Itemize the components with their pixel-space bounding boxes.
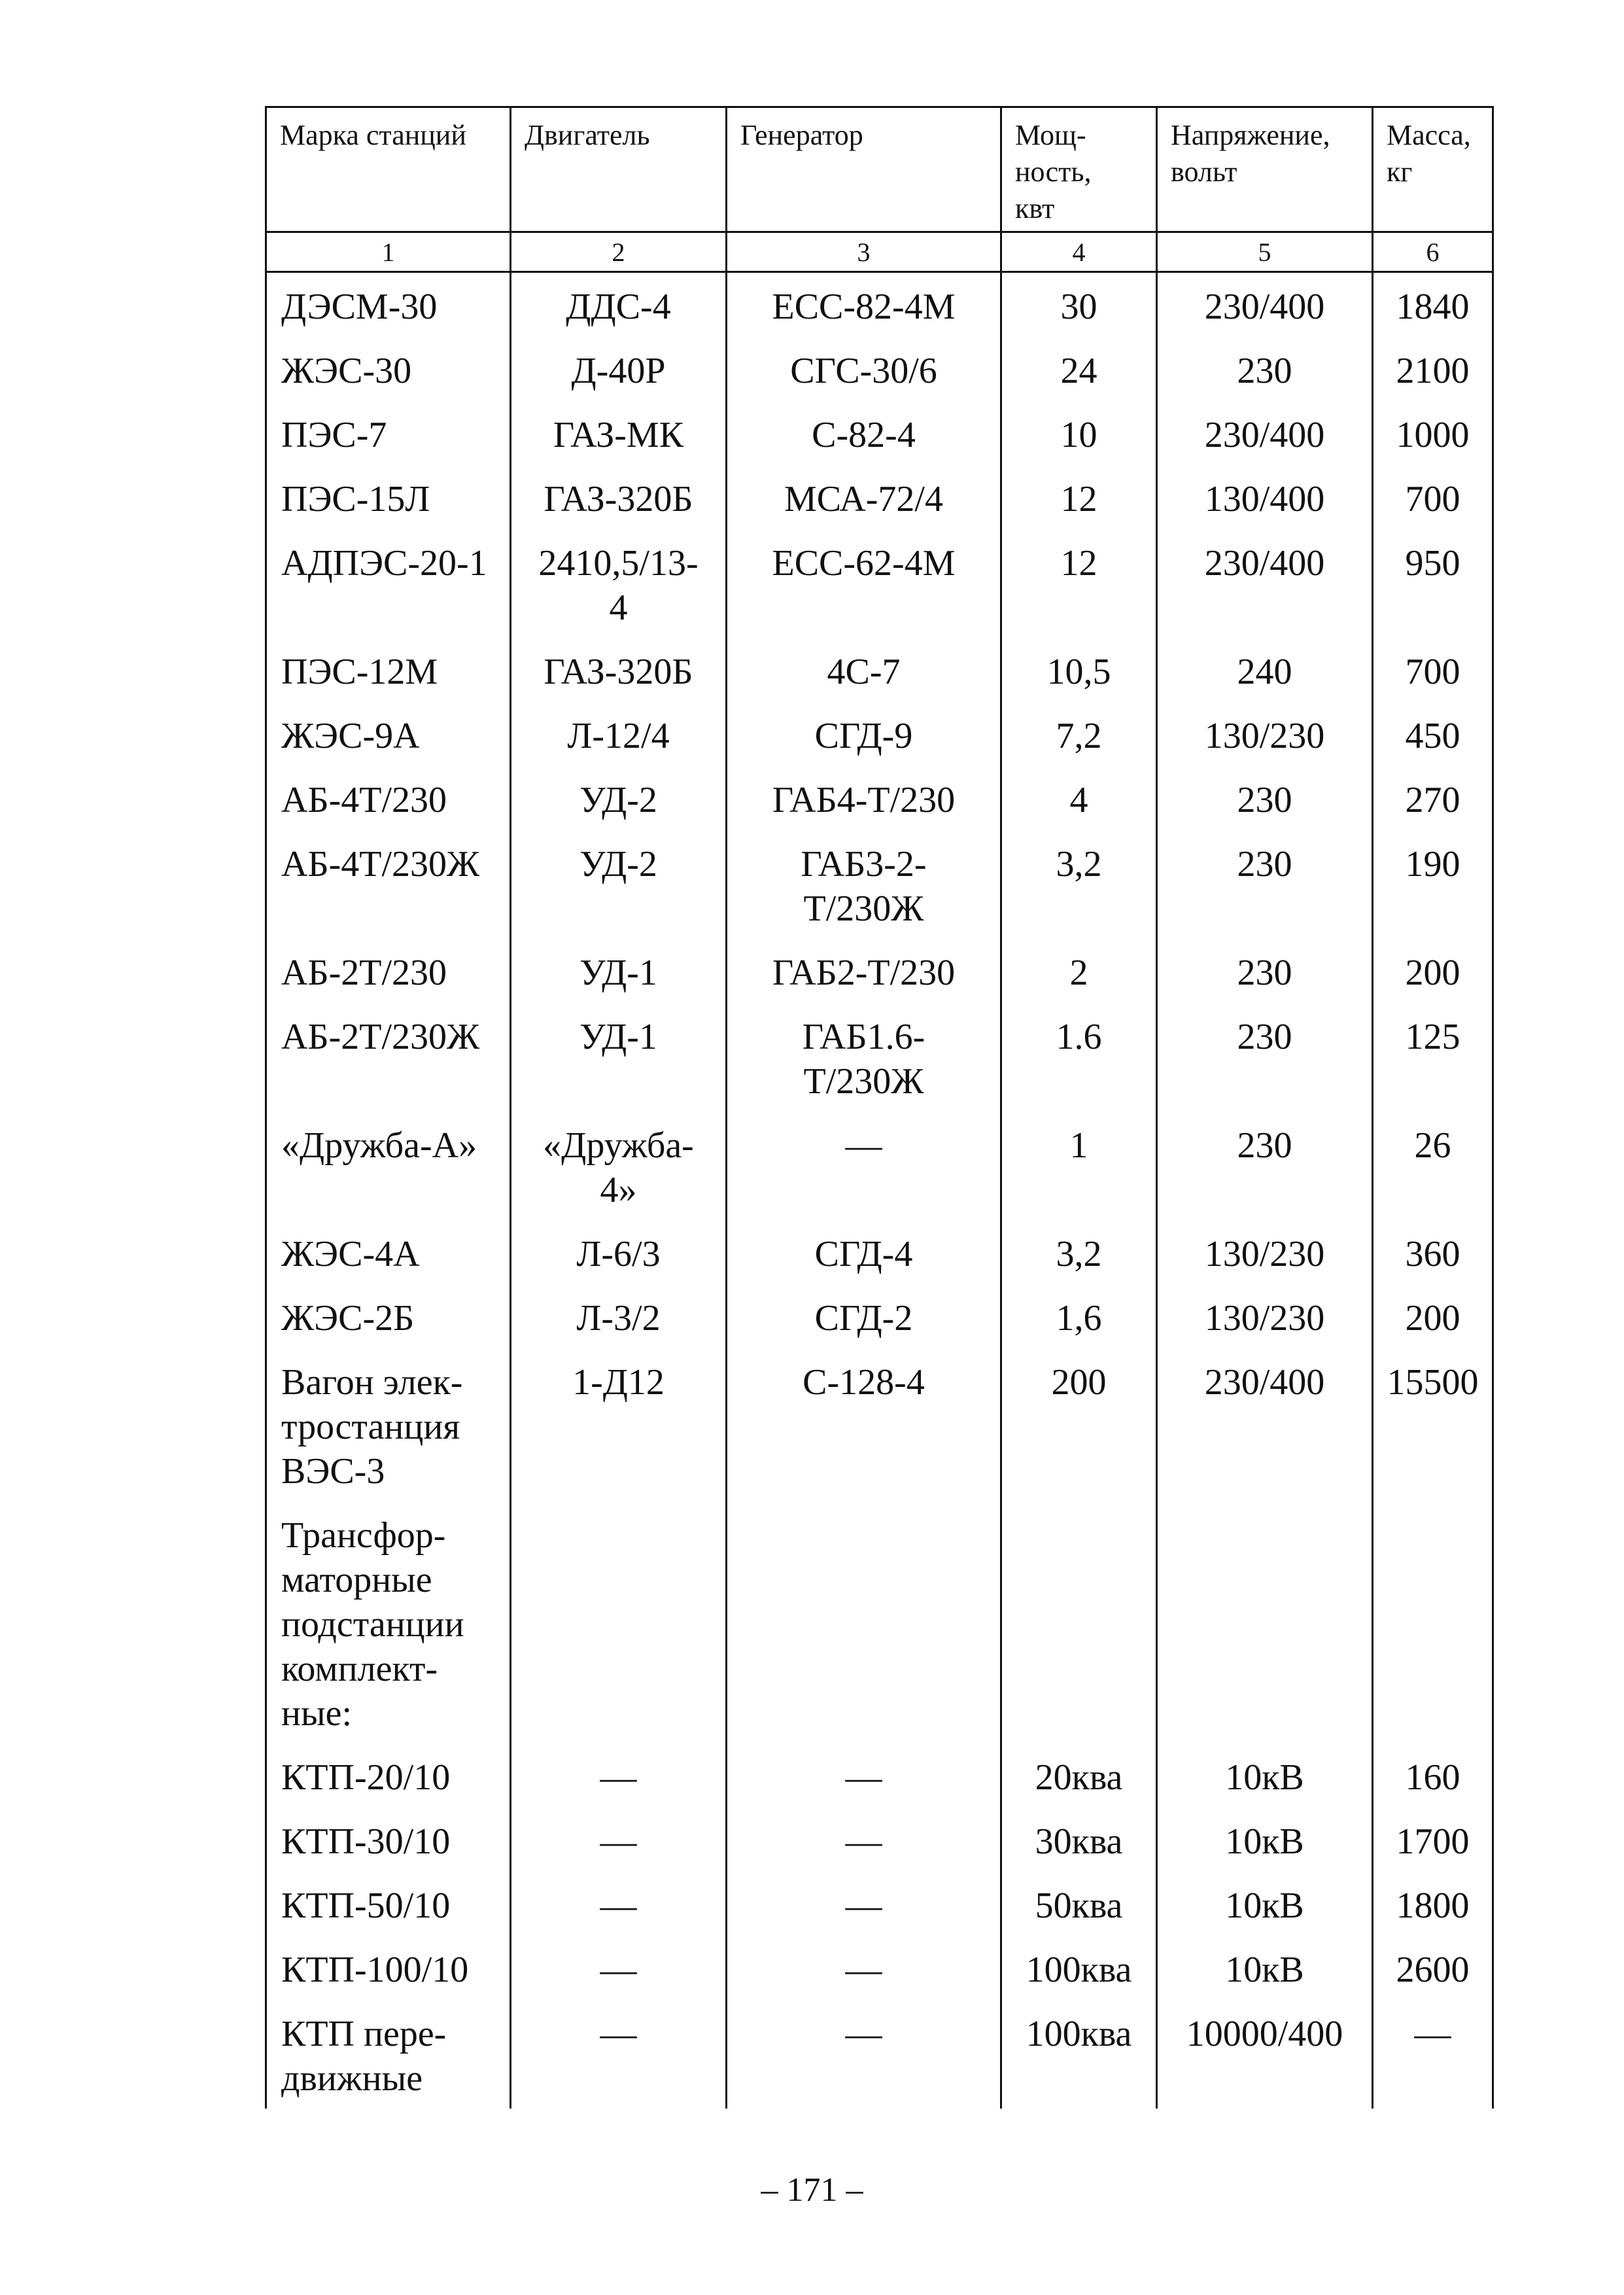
- table-cell: 15500: [1373, 1348, 1493, 1501]
- table-cell: 230: [1157, 939, 1373, 1003]
- table-cell: 230: [1157, 766, 1373, 830]
- page-number: – 171 –: [761, 2171, 863, 2209]
- table-cell: ЕСС-62-4М: [727, 529, 1001, 638]
- table-cell: ГАБ4-Т/230: [727, 766, 1001, 830]
- table-cell: 100ква: [1001, 2000, 1157, 2109]
- table-cell: 50ква: [1001, 1872, 1157, 1936]
- table-cell: 1-Д12: [511, 1348, 727, 1501]
- table-cell: КТП-100/10: [266, 1936, 511, 2000]
- table-cell: АБ-2Т/230Ж: [266, 1003, 511, 1112]
- table-cell: КТП пере- движные: [266, 2000, 511, 2109]
- column-number: 4: [1001, 232, 1157, 272]
- table-cell: 10,5: [1001, 638, 1157, 702]
- table-cell: УД-1: [511, 1003, 727, 1112]
- table-cell: 450: [1373, 702, 1493, 766]
- column-number: 5: [1157, 232, 1373, 272]
- table-cell: С-82-4: [727, 401, 1001, 465]
- table-body: [266, 272, 1493, 2109]
- table-cell: ГАБ2-Т/230: [727, 939, 1001, 1003]
- table-cell: ЕСС-82-4М: [727, 272, 1001, 338]
- table-cell: —: [727, 1808, 1001, 1872]
- table-cell: 130/400: [1157, 465, 1373, 529]
- table-cell: ЖЭС-9А: [266, 702, 511, 766]
- table-cell: —: [727, 1112, 1001, 1220]
- table-cell: 1000: [1373, 401, 1493, 465]
- table-cell: 30: [1001, 272, 1157, 338]
- table-cell: СГД-9: [727, 702, 1001, 766]
- table-cell: ЖЭС-4А: [266, 1220, 511, 1284]
- table-cell: УД-2: [511, 766, 727, 830]
- table-cell: АБ-4Т/230Ж: [266, 830, 511, 939]
- table-cell: ГАЗ-320Б: [511, 465, 727, 529]
- table-row: [266, 1808, 1493, 1872]
- table-cell: 130/230: [1157, 1220, 1373, 1284]
- column-number: 6: [1373, 232, 1493, 272]
- table-cell: 3,2: [1001, 1220, 1157, 1284]
- table-cell: Трансфор- маторные подстанции комплект- ные:: [266, 1501, 511, 1743]
- table-cell: 230/400: [1157, 529, 1373, 638]
- table-cell: 1840: [1373, 272, 1493, 338]
- table-cell: 1700: [1373, 1808, 1493, 1872]
- table-cell: МСА-72/4: [727, 465, 1001, 529]
- table-cell: 130/230: [1157, 702, 1373, 766]
- table-cell: [1157, 1501, 1373, 1743]
- table-row: [266, 1936, 1493, 2000]
- table-cell: —: [727, 2000, 1001, 2109]
- column-number: 3: [727, 232, 1001, 272]
- table-cell: 190: [1373, 830, 1493, 939]
- column-number: 1: [266, 232, 511, 272]
- table-row: [266, 1003, 1493, 1112]
- table-cell: 24: [1001, 337, 1157, 401]
- table-cell: Л-6/3: [511, 1220, 727, 1284]
- table-row: [266, 337, 1493, 401]
- table-cell: 7,2: [1001, 702, 1157, 766]
- table-cell: 10000/400: [1157, 2000, 1373, 2109]
- table-cell: 26: [1373, 1112, 1493, 1220]
- table-cell: 2100: [1373, 337, 1493, 401]
- table-cell: ПЭС-7: [266, 401, 511, 465]
- table-cell: 20ква: [1001, 1743, 1157, 1808]
- table-cell: 1.6: [1001, 1003, 1157, 1112]
- table-cell: 10кВ: [1157, 1743, 1373, 1808]
- table-cell: —: [1373, 2000, 1493, 2109]
- table-cell: Л-12/4: [511, 702, 727, 766]
- table-row: [266, 766, 1493, 830]
- table-cell: СГС-30/6: [727, 337, 1001, 401]
- table-cell: [1373, 1501, 1493, 1743]
- table-cell: 125: [1373, 1003, 1493, 1112]
- table-cell: ГАБ3-2- Т/230Ж: [727, 830, 1001, 939]
- table-cell: —: [511, 1808, 727, 1872]
- table-row: [266, 1743, 1493, 1808]
- table-cell: 10: [1001, 401, 1157, 465]
- table-cell: 10кВ: [1157, 1936, 1373, 2000]
- table-cell: «Дружба- 4»: [511, 1112, 727, 1220]
- table-cell: ПЭС-15Л: [266, 465, 511, 529]
- table-cell: 1: [1001, 1112, 1157, 1220]
- table-cell: 160: [1373, 1743, 1493, 1808]
- table-cell: ЖЭС-2Б: [266, 1284, 511, 1348]
- table-cell: 2: [1001, 939, 1157, 1003]
- table-row: [266, 1501, 1493, 1743]
- table-cell: 200: [1373, 939, 1493, 1003]
- table-cell: 200: [1001, 1348, 1157, 1501]
- table-cell: 230: [1157, 1112, 1373, 1220]
- table-cell: —: [511, 1936, 727, 2000]
- table-cell: СГД-2: [727, 1284, 1001, 1348]
- table-cell: КТП-30/10: [266, 1808, 511, 1872]
- table-cell: 230: [1157, 337, 1373, 401]
- column-header: Двигатель: [511, 107, 727, 232]
- table-cell: 1,6: [1001, 1284, 1157, 1348]
- table-header-row: [266, 107, 1493, 232]
- table-row: [266, 1284, 1493, 1348]
- table-cell: 200: [1373, 1284, 1493, 1348]
- table-cell: [1001, 1501, 1157, 1743]
- table-cell: 3,2: [1001, 830, 1157, 939]
- table-cell: 4: [1001, 766, 1157, 830]
- table-cell: 130/230: [1157, 1284, 1373, 1348]
- table-cell: ДДС-4: [511, 272, 727, 338]
- column-header: Напряжение, вольт: [1157, 107, 1373, 232]
- table-cell: 100ква: [1001, 1936, 1157, 2000]
- stations-table: [265, 106, 1494, 2109]
- table-cell: УД-2: [511, 830, 727, 939]
- table-cell: Вагон элек- тростанция ВЭС-3: [266, 1348, 511, 1501]
- table-cell: —: [511, 2000, 727, 2109]
- table-cell: —: [511, 1743, 727, 1808]
- column-header: Мощ- ность, квт: [1001, 107, 1157, 232]
- table-cell: Д-40Р: [511, 337, 727, 401]
- table-cell: УД-1: [511, 939, 727, 1003]
- table-cell: АДПЭС-20-1: [266, 529, 511, 638]
- column-number: 2: [511, 232, 727, 272]
- column-header: Марка станций: [266, 107, 511, 232]
- table-cell: —: [511, 1872, 727, 1936]
- table-cell: АБ-2Т/230: [266, 939, 511, 1003]
- table-row: [266, 1872, 1493, 1936]
- table-row: [266, 272, 1493, 338]
- table-cell: 12: [1001, 529, 1157, 638]
- table-cell: 4С-7: [727, 638, 1001, 702]
- table-row: [266, 529, 1493, 638]
- column-header: Генератор: [727, 107, 1001, 232]
- table-cell: СГД-4: [727, 1220, 1001, 1284]
- table-cell: КТП-50/10: [266, 1872, 511, 1936]
- table-cell: АБ-4Т/230: [266, 766, 511, 830]
- table-cell: 360: [1373, 1220, 1493, 1284]
- table-row: [266, 830, 1493, 939]
- table-cell: 240: [1157, 638, 1373, 702]
- table-cell: 700: [1373, 465, 1493, 529]
- table-cell: КТП-20/10: [266, 1743, 511, 1808]
- column-header: Масса, кг: [1373, 107, 1493, 232]
- table-row: [266, 401, 1493, 465]
- table-cell: 700: [1373, 638, 1493, 702]
- table-cell: [511, 1501, 727, 1743]
- table-cell: 10кВ: [1157, 1808, 1373, 1872]
- table-cell: «Дружба-А»: [266, 1112, 511, 1220]
- table-cell: 230: [1157, 1003, 1373, 1112]
- table-cell: 10кВ: [1157, 1872, 1373, 1936]
- table-cell: Л-3/2: [511, 1284, 727, 1348]
- table-cell: 230/400: [1157, 1348, 1373, 1501]
- table-cell: 30ква: [1001, 1808, 1157, 1872]
- table-row: [266, 1348, 1493, 1501]
- table-row: [266, 2000, 1493, 2109]
- column-number-row: [266, 232, 1493, 272]
- table-cell: 950: [1373, 529, 1493, 638]
- table-cell: —: [727, 1872, 1001, 1936]
- table-cell: С-128-4: [727, 1348, 1001, 1501]
- table-row: [266, 1220, 1493, 1284]
- table-row: [266, 638, 1493, 702]
- table-cell: ПЭС-12М: [266, 638, 511, 702]
- table-cell: 230/400: [1157, 401, 1373, 465]
- table-cell: 12: [1001, 465, 1157, 529]
- table-row: [266, 465, 1493, 529]
- table-cell: 1800: [1373, 1872, 1493, 1936]
- table-cell: 2410,5/13- 4: [511, 529, 727, 638]
- table-cell: —: [727, 1936, 1001, 2000]
- table-row: [266, 702, 1493, 766]
- table-cell: 230/400: [1157, 272, 1373, 338]
- table-cell: 2600: [1373, 1936, 1493, 2000]
- table-cell: ДЭСМ-30: [266, 272, 511, 338]
- table-cell: ГАБ1.6- Т/230Ж: [727, 1003, 1001, 1112]
- table-row: [266, 939, 1493, 1003]
- table-cell: ЖЭС-30: [266, 337, 511, 401]
- table-cell: —: [727, 1743, 1001, 1808]
- table-row: [266, 1112, 1493, 1220]
- table-cell: 230: [1157, 830, 1373, 939]
- table-cell: ГАЗ-320Б: [511, 638, 727, 702]
- table-cell: [727, 1501, 1001, 1743]
- table-cell: ГАЗ-МК: [511, 401, 727, 465]
- table-cell: 270: [1373, 766, 1493, 830]
